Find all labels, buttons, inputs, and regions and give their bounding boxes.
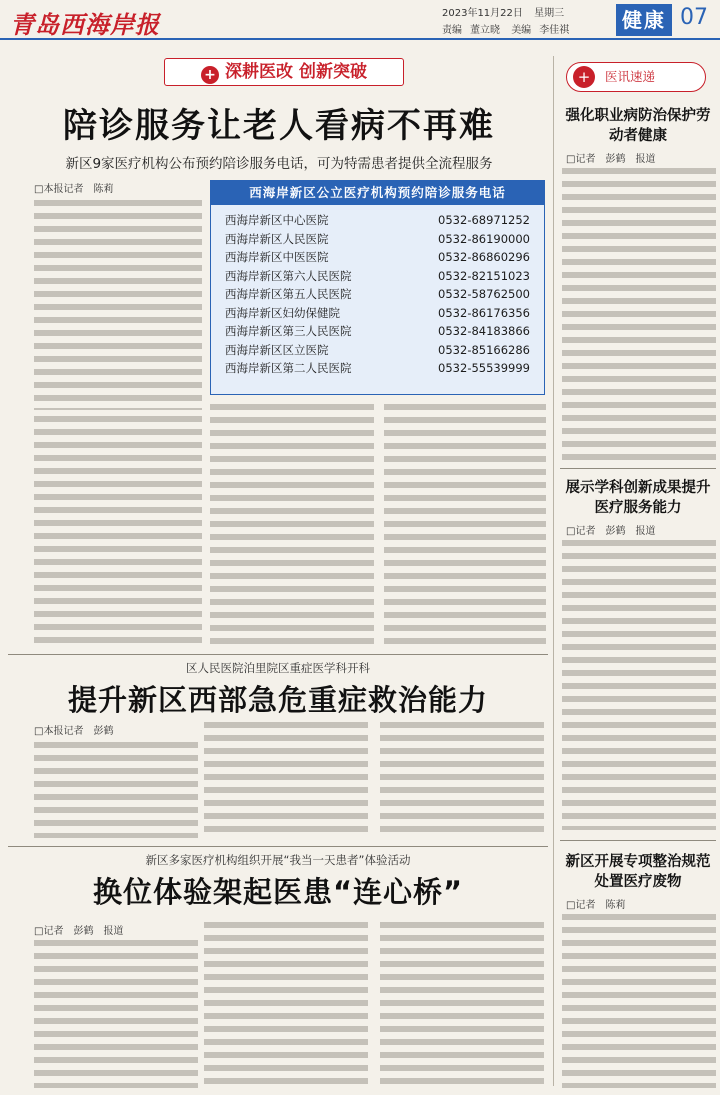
rail-item3-headline: 新区开展专项整治规范处置医疗废物 (565, 854, 711, 890)
hotline-row (225, 359, 530, 378)
hospital-phone: 0532-86176356 (438, 305, 530, 320)
story2-body-col1 (34, 742, 198, 838)
story3-byline: □记者 彭鹤 报道 (34, 926, 124, 937)
hotline-row (225, 267, 530, 286)
hospital-phone: 0532-68971252 (438, 213, 530, 227)
hospital-name: 西海岸新区中心医院 (225, 213, 329, 227)
newspaper-logo: 青岛西海岸报 (10, 10, 160, 39)
lead-body-col3 (384, 404, 546, 646)
hotline-row (225, 322, 530, 341)
hospital-name: 西海岸新区第三人民医院 (225, 324, 352, 338)
editor-name: 董立晓 (470, 25, 500, 36)
issue-meta (442, 4, 577, 36)
editor-label: 责编 (442, 25, 462, 36)
lead-byline: □本报记者 陈莉 (34, 184, 114, 195)
hospital-name: 西海岸新区第五人民医院 (225, 287, 352, 301)
hospital-phone: 0532-82151023 (438, 268, 530, 283)
story3-kicker: 新区多家医疗机构组织开展“我当一天患者”体验活动 (145, 853, 411, 867)
page-number: 07 (680, 5, 708, 30)
hotline-row (225, 304, 530, 323)
story3-body-col1 (34, 940, 198, 1088)
hotline-row (225, 211, 530, 230)
hotline-row (225, 230, 530, 249)
hospital-name: 西海岸新区第二人民医院 (225, 361, 352, 375)
rail-section-tag (566, 62, 706, 92)
column-divider (553, 56, 554, 1086)
story3-headline: 换位体验架起医患“连心桥” (92, 875, 464, 909)
rail-divider (560, 468, 716, 469)
hotline-row (225, 341, 530, 360)
story2-body-col3 (380, 722, 544, 838)
rail-item3-body (562, 914, 716, 1088)
lead-body-col2 (210, 404, 374, 646)
story3-body-col3 (380, 922, 544, 1088)
story-divider (8, 654, 548, 655)
hospital-name: 西海岸新区中医医院 (225, 250, 329, 264)
story2-body-col2 (204, 722, 368, 838)
hotline-list (211, 205, 544, 378)
hospital-phone: 0532-86860296 (438, 250, 530, 264)
masthead (0, 0, 720, 40)
rail-item1-body (562, 168, 716, 460)
hospital-name: 西海岸新区人民医院 (225, 231, 329, 246)
story3-body-col2 (204, 922, 368, 1088)
hospital-phone: 0532-86190000 (438, 231, 530, 246)
section-badge: 健康 (616, 4, 672, 36)
issue-date: 2023年11月22日 (442, 8, 523, 19)
story2-byline: □本报记者 彭鹤 (34, 726, 114, 737)
rail-item1-headline: 强化职业病防治保护劳动者健康 (565, 108, 711, 144)
rail-item1-byline: □记者 彭鹤 报道 (566, 154, 656, 165)
hospital-phone: 0532-85166286 (438, 342, 530, 357)
hospital-phone: 0532-55539999 (438, 361, 530, 375)
hospital-name: 西海岸新区区立医院 (225, 342, 329, 357)
heart-cross-icon: + (573, 66, 595, 88)
rail-section-label: 医讯速递 (605, 69, 656, 84)
rail-item2-byline: □记者 彭鹤 报道 (566, 526, 656, 537)
hotline-box (210, 180, 545, 395)
hospital-phone: 0532-84183866 (438, 324, 530, 338)
hotline-row (225, 285, 530, 304)
designer-label: 美编 (511, 25, 532, 36)
lead-banner (164, 58, 404, 86)
medical-cross-icon: + (201, 66, 219, 84)
hospital-name: 西海岸新区妇幼保健院 (225, 305, 340, 320)
story2-kicker: 区人民医院泊里院区重症医学科开科 (186, 661, 370, 675)
hotline-row (225, 248, 530, 267)
story-divider (8, 846, 548, 847)
rail-divider (560, 840, 716, 841)
rail-item3-byline: □记者 陈莉 (566, 900, 626, 911)
lead-banner-text: 深耕医改 创新突破 (225, 62, 367, 82)
hospital-name: 西海岸新区第六人民医院 (225, 268, 352, 283)
issue-weekday: 星期三 (534, 8, 565, 19)
hospital-phone: 0532-58762500 (438, 287, 530, 301)
rail-item2-body (562, 540, 716, 830)
lead-deck: 新区9家医疗机构公布预约陪诊服务电话，可为特需患者提供全流程服务 (65, 156, 493, 172)
designer-name: 李佳祺 (539, 25, 570, 36)
lead-headline: 陪诊服务让老人看病不再难 (63, 106, 495, 146)
hotline-title: 西海岸新区公立医疗机构预约陪诊服务电话 (211, 181, 544, 205)
story2-headline: 提升新区西部急危重症救治能力 (67, 683, 488, 717)
lead-body-col1-top (34, 200, 202, 410)
rail-item2-headline: 展示学科创新成果提升医疗服务能力 (565, 480, 711, 516)
lead-body-col1-bottom (34, 416, 202, 646)
